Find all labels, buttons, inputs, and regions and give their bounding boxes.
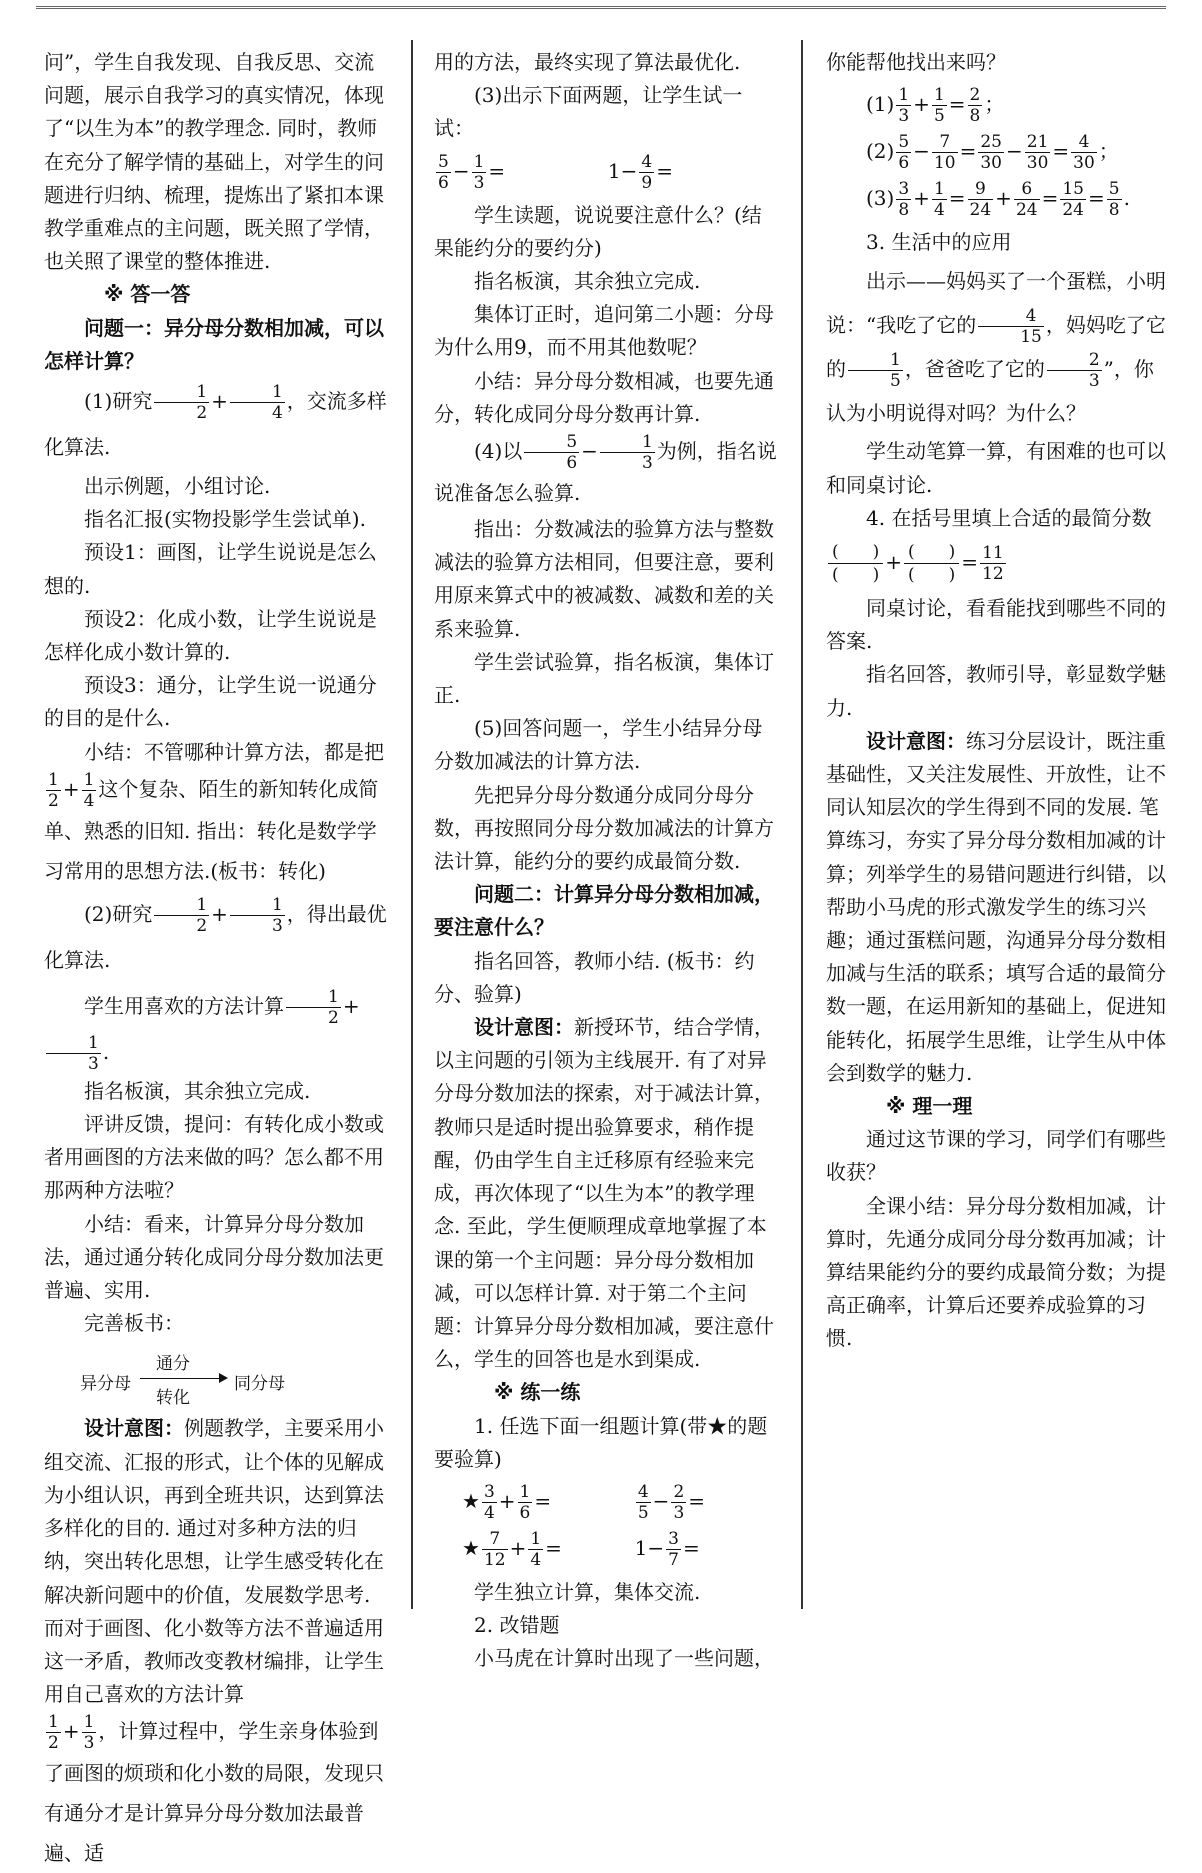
equation-row: ★ $\frac{7}{12}$ + $\frac{1}{4}$ = 1− $\frac{3}{7}$ = <box>462 1528 700 1570</box>
fraction: $\frac{1}{2}$ <box>48 1712 59 1754</box>
paragraph: 先把异分母分数通分成同分母分数，再按照同分母分数加减法的计算方法计算，能约分的要约成最简分数. <box>434 782 774 874</box>
paragraph: 预设2：化成小数，让学生说说是怎样化成小数计算的. <box>44 606 377 665</box>
paragraph: 学生读题，说说要注意什么？(结果能约分的要约分) <box>434 202 762 260</box>
paragraph: 4. 在括号里填上合适的最简分数 <box>866 505 1152 530</box>
paragraph: 你能帮他找出来吗？ <box>826 50 1006 74</box>
paragraph: 学生独立计算，集体交流. <box>474 1579 701 1604</box>
fraction: $\frac{1}{4}$ <box>83 769 95 811</box>
fraction: $\frac{1}{3}$ <box>46 1033 101 1074</box>
section-heading: ※ 答一答 <box>104 282 191 307</box>
paragraph: 预设3：通分，让学生说一说通分的目的是什么. <box>44 673 377 731</box>
paragraph: 学生尝试验算，指名板演，集体订正. <box>434 649 774 708</box>
arrow-icon <box>140 1378 226 1379</box>
paragraph: (4)以 $\frac{5}{6}$ − $\frac{1}{3}$ 为例，指名说说准备怎么验算. <box>434 432 777 506</box>
paragraph: 学生动笔算一算，有困难的也可以和同桌讨论. <box>826 439 1166 497</box>
paragraph: 小马虎在计算时出现了一些问题， <box>474 1646 774 1671</box>
design-intent: 设计意图：新授环节，结合学情，以主问题的引领为主线展开. 有了对异分母分数加法的探索，对于减法计算，教师只是适时提出验算要求，稍作提醒，仍由学生自主迁移原有经验来完成，再次体现了“以生为本”的教学理念. 至此，学生便顺理成章地掌握了本课的第一个主问题：异分母分数相加减，可以怎样计算. 对于第二个主问题：计算异分母分数相加减，要注意什么，学生的回答也是水到渠成. <box>434 1015 774 1372</box>
paragraph: $\frac{1}{2}$ + $\frac{1}{4}$ 这个复杂、陌生的新知转化成简单、熟悉的旧知. 指出：转化是数学学习常用的思想方法.(板书：转化) <box>44 769 379 883</box>
board-diagram <box>80 1348 390 1408</box>
fill-blank-equation: ( ) ( ) + ( ) ( ) = $\frac{11}{12}$ <box>826 541 1172 586</box>
paragraph: 集体订正时，追问第二小题：分母为什么用9，而不用其他数呢？ <box>434 302 774 360</box>
paragraph: 通过这节课的学习，同学们有哪些收获？ <box>826 1127 1166 1185</box>
section-heading: ※ 理一理 <box>886 1094 973 1119</box>
top-border <box>36 6 1166 9</box>
paragraph: 同桌讨论，看看能找到哪些不同的答案. <box>826 596 1166 654</box>
paragraph: 指名板演，其余独立完成. <box>84 1078 311 1103</box>
paragraph: 指名回答，教师小结. (板书：约分、验算) <box>434 948 755 1006</box>
paragraph: 问”，学生自我发现、自我反思、交流问题，展示自我学习的真实情况，体现了“以生为本”的教学理念. 同时，教师在充分了解学情的基础上，对学生的问题进行归纳、梳理，提炼出了紧扣本课教学重难点的主问题，既关照了学情，也关照了课堂的整体推进. <box>44 50 384 274</box>
paragraph: 学生用喜欢的方法计算 $\frac{1}{2}$ + $\frac{1}{3}$ . <box>44 983 390 1075</box>
paragraph: 评讲反馈，提问：有转化成小数或者用画图的方法来做的吗？怎么都不用那两种方法啦？ <box>44 1112 384 1203</box>
design-intent: 设计意图：练习分层设计，既注重基础性，又关注发展性、开放性，让不同认知层次的学生得到不同的发展. 笔算练习，夯实了异分母分数相加减的计算；列举学生的易错问题进行纠错，以帮助小马虎的形式激发学生的练习兴趣；通过蛋糕问题，沟通异分母分数相加减与生活的联系；填写合适的最简分数一题，在运用新知的基础上，促进知能转化，拓展学生思维，让学生从中体会到数学的魅力. <box>826 728 1166 1085</box>
paragraph: 出示例题，小组讨论. <box>84 474 271 499</box>
paragraph: $\frac{1}{2}$ + $\frac{1}{3}$ ，计算过程中，学生亲身体验到了画图的烦琐和化小数的局限，发现只有通分才是计算异分母分数加法最普遍、适 <box>44 1712 384 1866</box>
fraction: $\frac{1}{2}$ <box>286 987 341 1028</box>
paragraph: (1)研究 $\frac{1}{2}$ + $\frac{1}{4}$ ，交流多样化算法. <box>44 382 387 460</box>
column-divider <box>801 40 803 1609</box>
paragraph: 出示——妈妈买了一个蛋糕，小明说：“我吃了它的 $\frac{4}{15}$ ，妈妈吃了它的 $\frac{1}{5}$ ，爸爸吃了它的 $\frac{2}{3}$ ”，你认为小明说得对吗？为什么？ <box>826 269 1166 426</box>
equation-row: (2) $\frac{5}{6}$ − $\frac{7}{10}$ = $\frac{25}{30}$ − $\frac{21}{30}$ = $\frac{4}{30}$ ； <box>866 132 1119 174</box>
paragraph: 指出：分数减法的验算方法与整数减法的验算方法相同，但要注意，要利用原来算式中的被减数、减数和差的关系来验算. <box>434 517 774 641</box>
paragraph: 预设1：画图，让学生说说是怎么想的. <box>44 540 377 598</box>
column-1 <box>44 46 390 1873</box>
blank-fraction[interactable]: ( ) ( ) <box>904 541 959 586</box>
fraction: $\frac{1}{2}$ <box>48 769 59 811</box>
question-heading: 问题一：异分母分数相加减，可以怎样计算？ <box>44 315 384 373</box>
column-3 <box>826 46 1172 1356</box>
paragraph: 3. 生活中的应用 <box>866 230 1012 255</box>
design-intent: 设计意图：例题教学，主要采用小组交流、汇报的形式，让个体的见解成为小组认识，再到全班共识，达到算法多样化的目的. 通过对多种方法的归纳，突出转化思想，让学生感受转化在解决新问题中的价值，发展数学思考. 而对于画图、化小数等方法不普遍适用这一矛盾，教师改变教材编排，让学生用自己喜欢的方法计算 <box>44 1416 384 1707</box>
fraction: $\frac{1}{3}$ <box>83 1712 95 1754</box>
fraction: $\frac{1}{3}$ <box>230 895 285 936</box>
question-heading: 问题二：计算异分母分数相加减，要注意什么？ <box>434 882 774 940</box>
paragraph: 指名板演，其余独立完成. <box>474 269 701 294</box>
paragraph: 用的方法，最终实现了算法最优化. <box>434 50 741 74</box>
diagram-right: 同分母 <box>234 1374 285 1395</box>
diagram-top: 通分 <box>156 1354 190 1375</box>
paragraph: (3)出示下面两题，让学生试一试： <box>434 83 743 141</box>
paragraph: 完善板书： <box>84 1311 184 1336</box>
paragraph: 1. 任选下面一组题计算(带★的题要验算) <box>434 1413 768 1471</box>
paragraph: 全课小结：异分母分数相加减，计算时，先通分成同分母分数再加减；计算结果能约分的要约成最简分数；为提高正确率，计算后还要养成验算的习惯. <box>826 1193 1166 1351</box>
diagram-bottom: 转化 <box>156 1388 190 1409</box>
paragraph: 指名回答，教师引导，彰显数学魅力. <box>826 662 1166 720</box>
blank-fraction[interactable]: ( ) ( ) <box>828 541 883 586</box>
equation-row: $\frac{5}{6}$ − $\frac{1}{3}$ = 1− $\frac{4}{9}$ = <box>438 151 673 193</box>
column-2 <box>434 46 780 1676</box>
paragraph: 小结：不管哪种计算方法，都是把 <box>84 739 384 764</box>
paragraph: 小结：看来，计算异分母分数加法，通过通分转化成同分母分数加法更普遍、实用. <box>44 1211 384 1303</box>
equation-row: ★ $\frac{3}{4}$ + $\frac{1}{6}$ = $\frac{4}{5}$ − $\frac{2}{3}$ = <box>462 1481 706 1523</box>
paragraph: 指名汇报(实物投影学生尝试单). <box>84 507 366 532</box>
column-divider <box>411 40 413 1609</box>
fraction: $\frac{1}{4}$ <box>230 382 285 423</box>
section-heading: ※ 练一练 <box>494 1380 581 1405</box>
paragraph: 小结：异分母分数相减，也要先通分，转化成同分母分数再计算. <box>434 368 774 426</box>
equation-row: (1) $\frac{1}{3}$ + $\frac{1}{5}$ = $\frac{2}{8}$ ； <box>866 85 1005 127</box>
paragraph: 2. 改错题 <box>474 1613 560 1638</box>
diagram-left: 异分母 <box>80 1374 131 1395</box>
fraction: $\frac{1}{2}$ <box>154 382 209 423</box>
paragraph: (2)研究 $\frac{1}{2}$ + $\frac{1}{3}$ ，得出最优化算法. <box>44 894 387 972</box>
paragraph: (5)回答问题一，学生小结异分母分数加减法的计算方法. <box>434 716 763 774</box>
fraction: $\frac{1}{2}$ <box>154 895 209 936</box>
equation-row: (3) $\frac{3}{8}$ + $\frac{1}{4}$ = $\frac{9}{24}$ + $\frac{6}{24}$ = $\frac{15}{24}$ = $\frac{5}{8}$ . <box>866 179 1130 221</box>
